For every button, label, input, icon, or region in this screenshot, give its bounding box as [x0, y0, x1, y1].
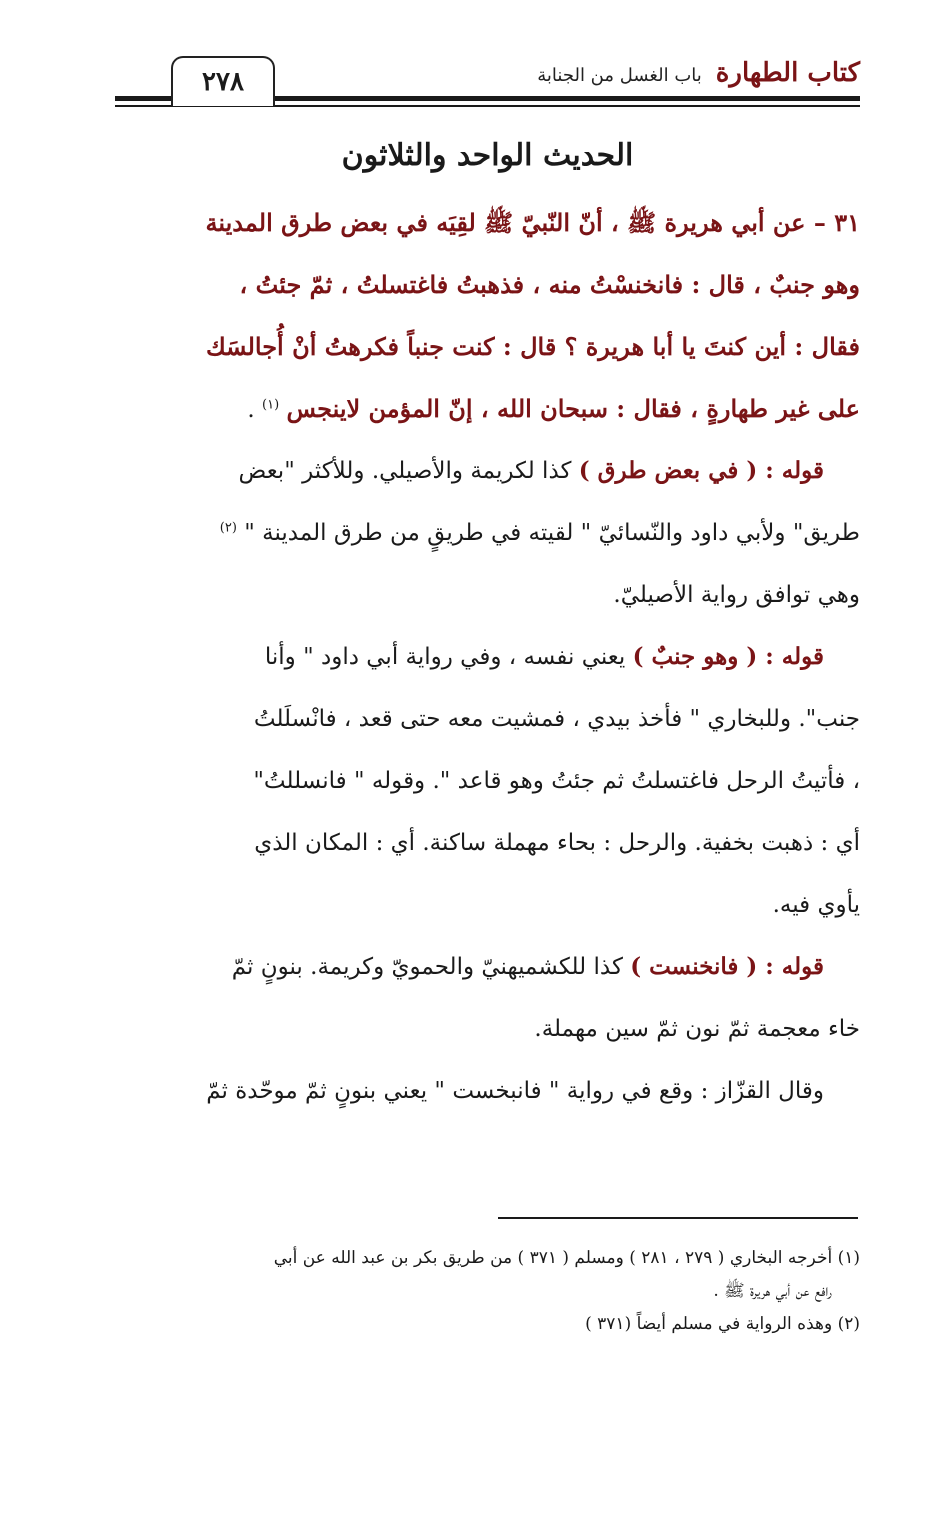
footnote-ref: (٢) [219, 520, 237, 536]
footnote-line: رافع عن أبي هريرة ﷺ . [713, 1281, 832, 1301]
footnote-ref: (١) [262, 397, 280, 413]
commentary-line: جنب". وللبخاري " فأخذ بيدي ، فمشيت معه حتى قعد ، فانْسلَلتُ [253, 706, 860, 732]
commentary-line [115, 502, 860, 564]
hadith-heading: الحديث الواحد والثلاثون [341, 138, 634, 173]
page-number: ٢٧٨ [171, 56, 275, 106]
qawl-label: قوله : ( فانخنست ) [630, 953, 824, 980]
commentary-line: وقال القزّاز : وقع في رواية " فانبخست " يعني بنونٍ ثمّ موحّدة ثمّ [206, 1078, 824, 1104]
commentary-line: ، فأتيتُ الرحل فاغتسلتُ ثم جئتُ وهو قاعد ". وقوله " فانسللتُ" [253, 768, 860, 794]
hadith-line: فقال : أين كنتَ يا أبا هريرة ؟ قال : كنت جنباً فكرهتُ أنْ أُجالسَك [205, 332, 860, 361]
qawl-label: قوله : ( وهو جنبٌ ) [632, 643, 824, 670]
footnotes [115, 1242, 860, 1341]
commentary-line [115, 440, 860, 502]
commentary-text: طريق" ولأبي داود والنّسائيّ " لقيته في طريقٍ من طرق المدينة " [244, 520, 860, 546]
commentary-text: يعني نفسه ، وفي رواية أبي داود " وأنا [264, 644, 626, 670]
footnote-line: (٢) وهذه الرواية في مسلم أيضاً (٣٧١ ) [585, 1314, 860, 1334]
footnote-line: (١) أخرجه البخاري ( ٢٧٩ ، ٢٨١ ) ومسلم ( ٣٧١ ) من طريق بكر بن عبد الله عن أبي [273, 1248, 860, 1268]
page-header [115, 52, 860, 108]
hadith-last-line: على غير طهارةٍ ، فقال : سبحان الله ، إنّ المؤمن لاينجس $^{(١)}$ . [247, 394, 860, 423]
commentary-line: خاء معجمة ثمّ نون ثمّ سين مهملة. [534, 1016, 860, 1042]
page-body [115, 192, 860, 1122]
footnote-divider [498, 1217, 858, 1219]
commentary-line [115, 626, 860, 688]
hadith-line: على غير طهارةٍ ، فقال : سبحان الله ، إنّ المؤمن لاينجس [286, 394, 860, 423]
commentary-text: كذا للكشميهنيّ والحمويّ وكريمة. بنونٍ ثمّ [231, 954, 623, 980]
running-header [537, 58, 860, 88]
qawl-label: قوله : ( في بعض طرق ) [578, 457, 824, 484]
book-title: كتاب الطهارة [715, 58, 860, 88]
commentary-line: وهي توافق رواية الأصيليّ. [613, 582, 860, 608]
hadith-line: وهو جنبٌ ، قال : فانخنسْتُ منه ، فذهبتُ فاغتسلتُ ، ثمّ جئتُ ، [239, 270, 860, 299]
commentary-text: كذا لكريمة والأصيلي. وللأكثر "بعض [238, 458, 572, 484]
commentary-line [115, 936, 860, 998]
commentary-line: يأوي فيه. [772, 892, 860, 918]
chapter-title: باب الغسل من الجنابة [537, 65, 702, 86]
hadith-line: ٣١ – عن أبي هريرة ﷺ ، أنّ النّبيّ ﷺ لقِيَه في بعض طرق المدينة [205, 208, 860, 237]
commentary-line: أي : ذهبت بخفية. والرحل : بحاء مهملة ساكنة. أي : المكان الذي [254, 830, 860, 856]
